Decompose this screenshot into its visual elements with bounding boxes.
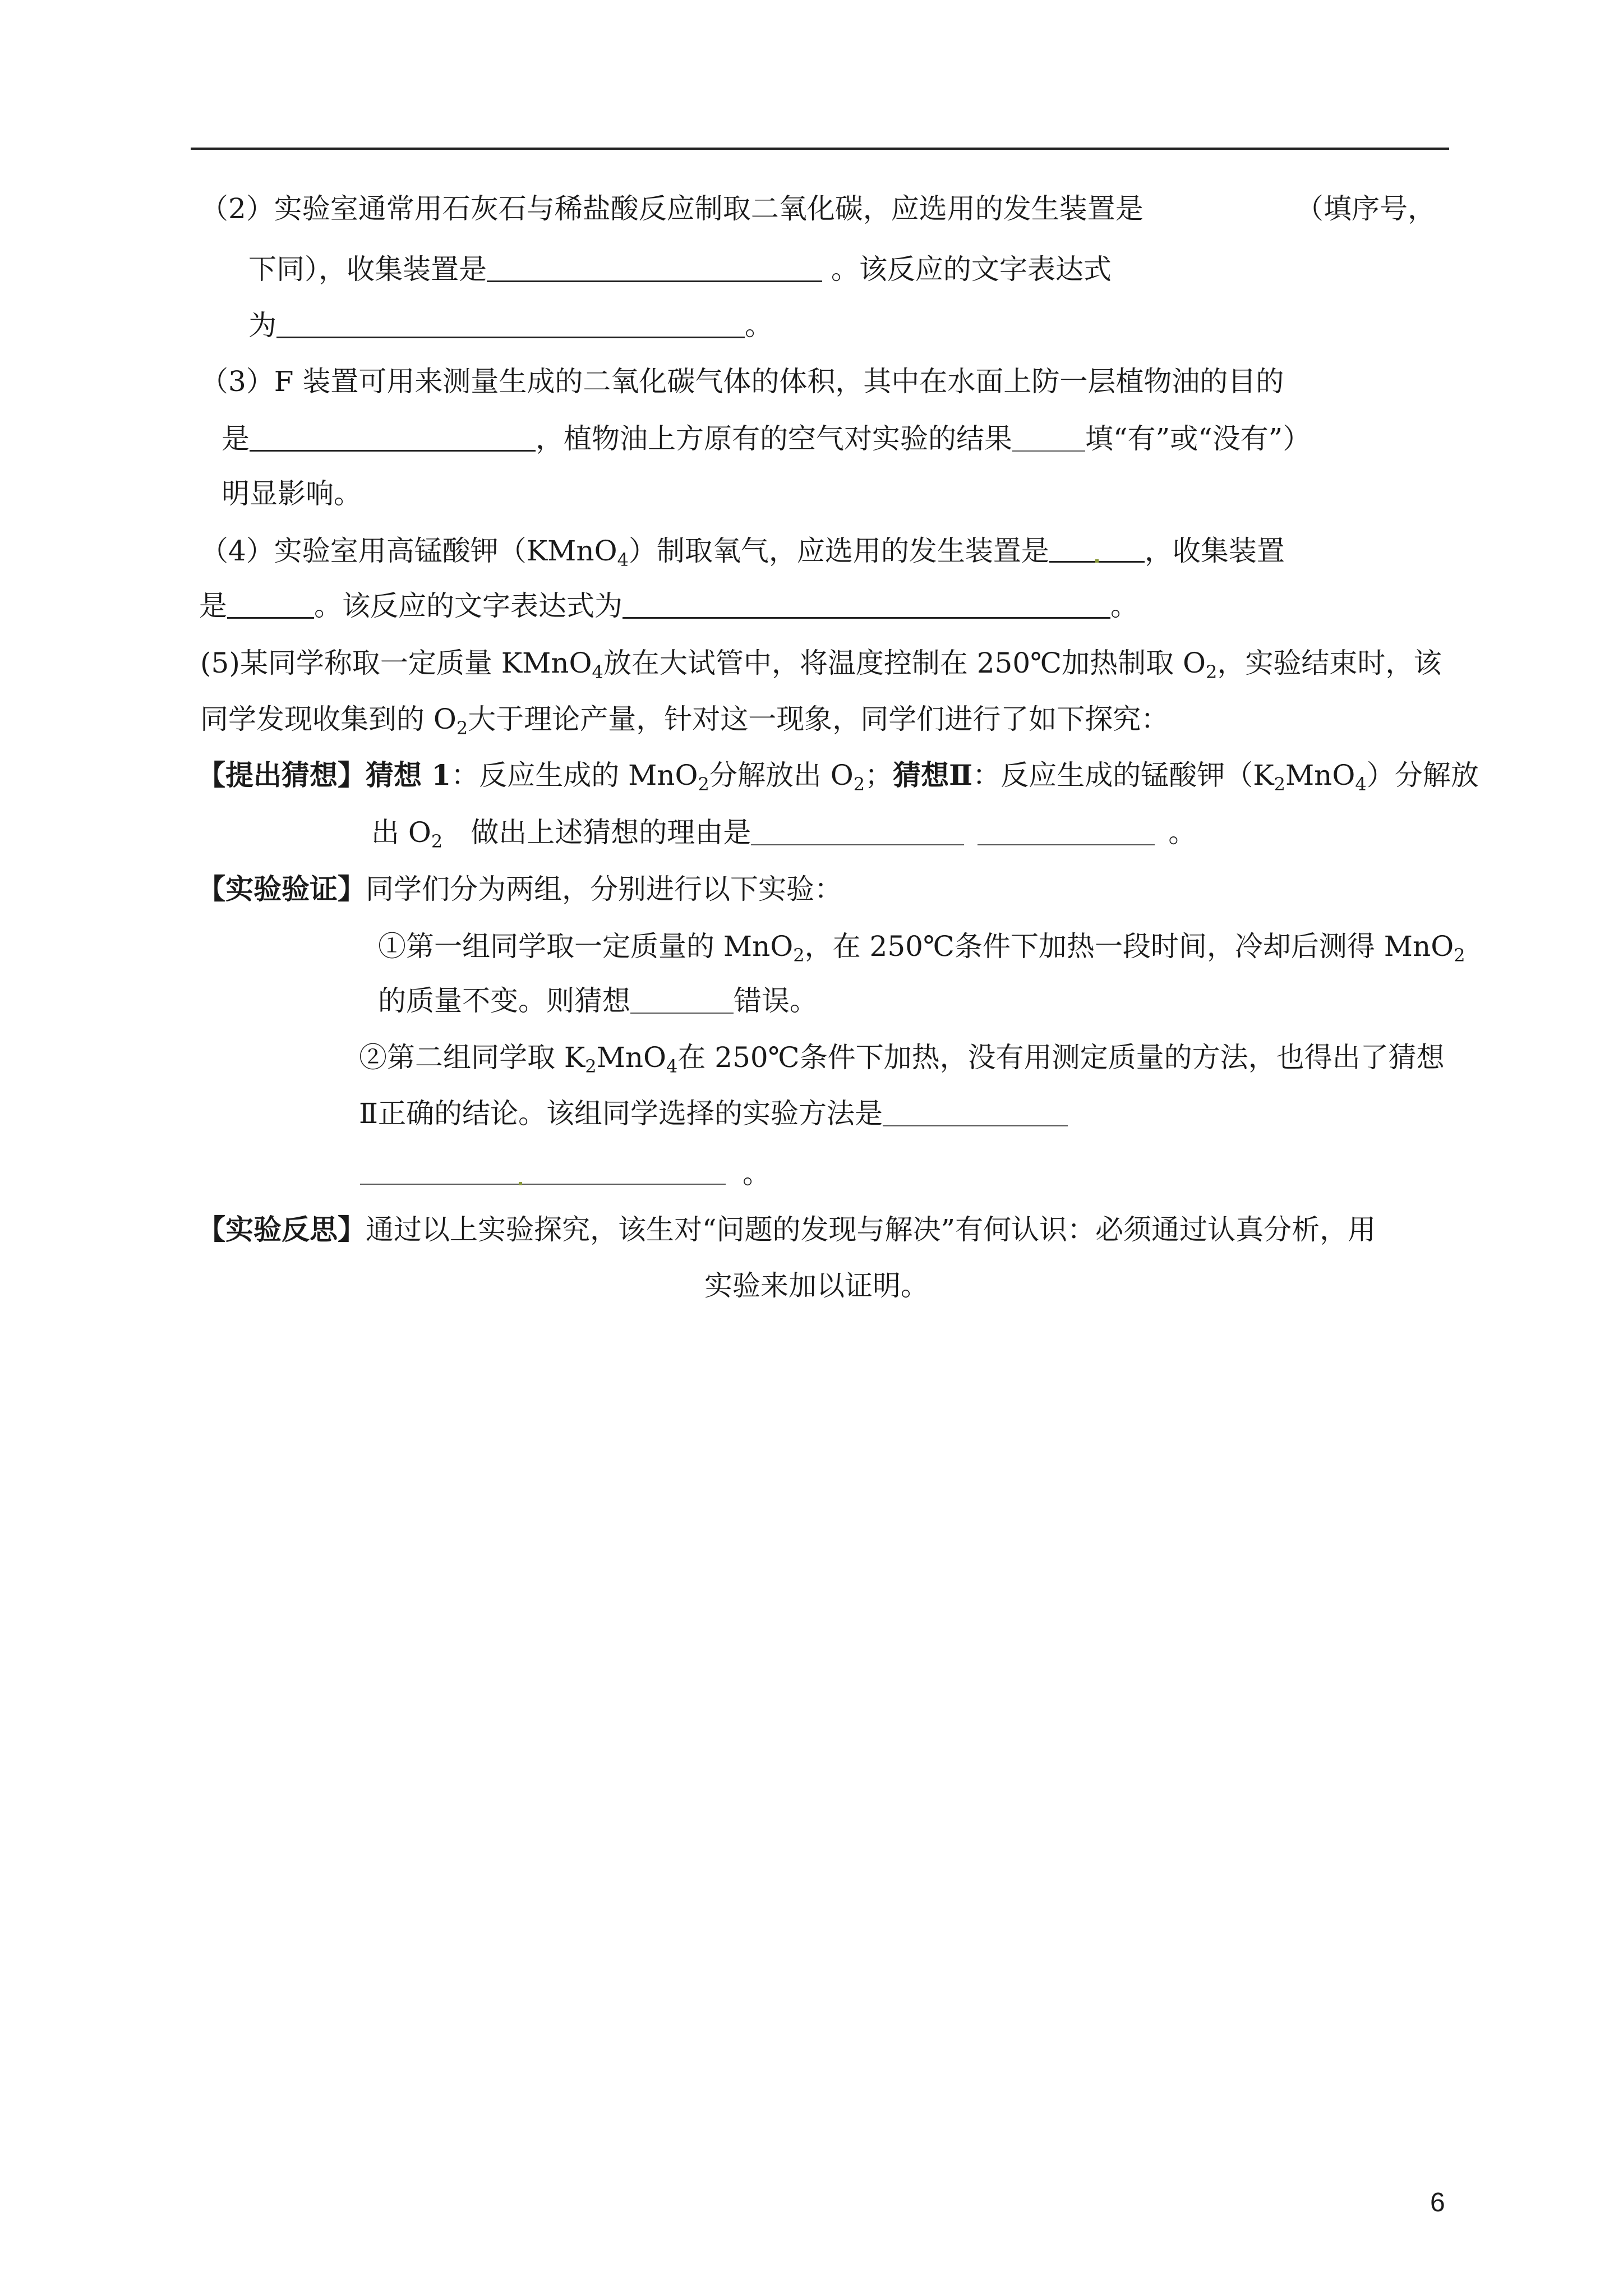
q2-text: （2）实验室通常用石灰石与稀盐酸反应制取二氧化碳，应选用的发生装置是 <box>200 192 1144 225</box>
q4-period: 。 <box>1110 590 1138 622</box>
answer-blank[interactable] <box>1049 536 1145 563</box>
period: 。 <box>743 1157 771 1190</box>
q2-period: 。 <box>745 309 773 342</box>
guess-2-text-b: MnO <box>1285 759 1355 792</box>
header-rule <box>191 148 1449 150</box>
item2-text-c: 在 250℃条件下加热，没有用测定质量的方法，也得出了猜想 <box>677 1041 1445 1074</box>
guess-2-text-c: ）分解放 <box>1366 759 1479 792</box>
answer-blank[interactable] <box>883 1101 1068 1126</box>
q3-fill-hint: 填“有”或“没有”） <box>1085 422 1311 455</box>
q3-shi: 是 <box>222 422 250 455</box>
item2-text: ②第二组同学取 K <box>359 1041 585 1074</box>
guess-2-text: ：反应生成的锰酸钾（K <box>972 759 1274 792</box>
semicolon: ； <box>865 759 893 792</box>
guess-1-text-b: 分解放出 O <box>709 759 854 792</box>
q3-line2 <box>222 421 1311 457</box>
q3-line1 <box>200 364 1284 399</box>
subscript: 2 <box>431 831 443 852</box>
reflection-line1 <box>197 1212 1376 1248</box>
q5-text-b: 放在大试管中，将温度控制在 250℃加热制取 O <box>603 647 1206 679</box>
q5-text-c: ，实验结束时，该 <box>1217 647 1442 679</box>
subscript: 2 <box>1205 661 1218 683</box>
q5-text-b: 大于理论产量，针对这一现象，同学们进行了如下探究： <box>468 703 1169 735</box>
q2-line3 <box>248 307 773 343</box>
q2-equation-label: 。该反应的文字表达式 <box>831 253 1112 286</box>
item1-text: 的质量不变。则猜想 <box>378 984 630 1017</box>
q4-equation-label: 。该反应的文字表达式为 <box>314 590 623 622</box>
verification-item2 <box>359 1039 1445 1075</box>
reflection-line2 <box>704 1268 929 1304</box>
hypothesis-text: 出 O <box>371 816 431 849</box>
answer-blank[interactable] <box>487 256 822 282</box>
subscript: 2 <box>698 774 709 795</box>
section-label: 【实验反思】 <box>197 1213 366 1246</box>
subscript: 2 <box>1454 945 1465 966</box>
verification-item2-line2 <box>359 1096 1068 1131</box>
subscript: 4 <box>666 1056 678 1077</box>
answer-blank[interactable] <box>978 820 1155 845</box>
q4-collect-label: ，收集装置 <box>1144 535 1285 567</box>
item2-text: Ⅱ正确的结论。该组同学选择的实验方法是 <box>359 1097 883 1130</box>
q2-fill-hint: （填序号， <box>1295 192 1436 225</box>
verification-line1 <box>197 871 842 907</box>
page-number: 6 <box>1430 2188 1445 2217</box>
answer-blank[interactable] <box>276 312 745 338</box>
item1-text: ①第一组同学取一定质量的 MnO <box>378 930 794 963</box>
answer-blank[interactable] <box>250 425 536 452</box>
reflection-text: 实验来加以证明。 <box>704 1269 929 1302</box>
q3-text: （3）F 装置可用来测量生成的二氧化碳气体的体积，其中在水面上防一层植物油的目的 <box>200 365 1284 398</box>
period: 。 <box>1168 816 1197 849</box>
q4-text: （4）实验室用高锰酸钾（KMnO <box>200 535 617 567</box>
q4-line2 <box>199 588 1138 624</box>
q4-line1 <box>200 533 1285 569</box>
q2-line2 <box>248 251 1112 287</box>
q3-air-text: ，植物油上方原有的空气对实验的结果 <box>536 422 1012 455</box>
section-label: 【提出猜想】 <box>197 758 366 792</box>
guess-2-label: 猜想Ⅱ <box>893 758 973 792</box>
hypothesis-line2 <box>371 815 1196 850</box>
item1-text-b: 错误。 <box>734 984 818 1017</box>
section-label: 【实验验证】 <box>197 872 366 905</box>
reason-label: 做出上述猜想的理由是 <box>471 816 751 849</box>
q2-line1-end <box>1295 191 1436 227</box>
answer-blank[interactable] <box>227 592 314 619</box>
mark-dot <box>519 1182 522 1185</box>
mark-dot <box>1095 559 1099 563</box>
answer-blank[interactable] <box>360 1159 726 1185</box>
guess-1-text: ：反应生成的 MnO <box>451 759 698 792</box>
guess-1-label: 猜想 1 <box>366 758 451 792</box>
subscript: 2 <box>853 774 865 795</box>
answer-blank[interactable] <box>1012 426 1085 452</box>
q5-text: 同学发现收集到的 O <box>200 703 457 735</box>
q3-effect: 明显影响。 <box>222 477 362 510</box>
answer-blank[interactable] <box>751 820 964 845</box>
q5-line2 <box>200 701 1169 737</box>
q5-text: (5)某同学称取一定质量 KMnO <box>200 647 592 679</box>
verification-item1 <box>378 928 1465 964</box>
subscript: 2 <box>585 1056 597 1077</box>
q4-shi: 是 <box>199 590 227 622</box>
item2-text-b: MnO <box>596 1041 666 1074</box>
q5-line1 <box>200 645 1441 681</box>
reflection-text: 通过以上实验探究，该生对“问题的发现与解决”有何认识：必须通过认真分析，用 <box>366 1213 1376 1246</box>
q2-wei: 为 <box>248 309 276 342</box>
q3-line3 <box>222 476 362 512</box>
verification-item2-line3 <box>360 1156 771 1191</box>
item1-text-b: ，在 250℃条件下加热一段时间，冷却后测得 MnO <box>804 930 1454 963</box>
answer-blank[interactable] <box>630 988 734 1014</box>
subscript: 4 <box>617 549 629 570</box>
verification-intro: 同学们分为两组，分别进行以下实验： <box>366 873 842 905</box>
subscript: 4 <box>1355 774 1367 795</box>
answer-blank[interactable] <box>623 592 1110 619</box>
subscript: 2 <box>793 945 805 966</box>
subscript: 2 <box>1274 774 1285 795</box>
q4-text-b: ）制取氧气，应选用的发生装置是 <box>628 535 1049 567</box>
hypothesis-line1 <box>197 757 1479 793</box>
verification-item1-line2 <box>378 983 818 1019</box>
q2-collect-label: 下同），收集装置是 <box>248 253 487 286</box>
q2-line1 <box>200 191 1144 227</box>
subscript: 4 <box>592 661 603 683</box>
subscript: 2 <box>456 717 468 739</box>
